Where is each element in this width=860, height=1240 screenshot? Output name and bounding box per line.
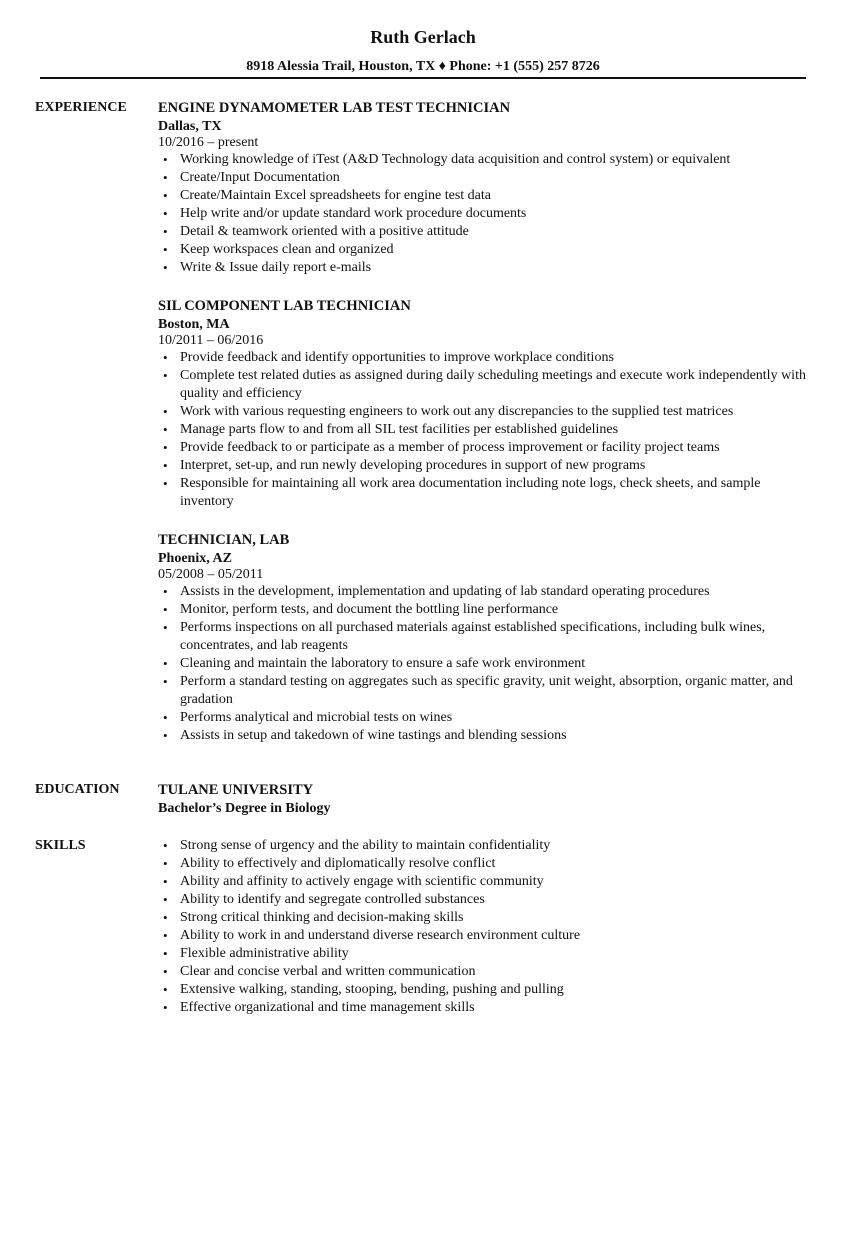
job-title: ENGINE DYNAMOMETER LAB TEST TECHNICIAN <box>158 100 511 116</box>
education-heading: EDUCATION <box>35 782 120 797</box>
list-item: • Detail & teamwork oriented with a positive attitude <box>158 223 813 241</box>
job-duties-list <box>158 349 813 511</box>
resume-header <box>40 26 806 76</box>
list-item: • Create/Maintain Excel spreadsheets for engine test data <box>158 187 813 205</box>
list-item: • Clear and concise verbal and written communication <box>158 963 813 981</box>
header-divider <box>40 77 806 79</box>
contact-line: 8918 Alessia Trail, Houston, TX ♦ Phone: +1 (555) 257 8726 <box>246 59 600 74</box>
list-item: • Create/Input Documentation <box>158 169 813 187</box>
candidate-name: Ruth Gerlach <box>370 27 476 47</box>
list-item: • Write & Issue daily report e-mails <box>158 259 813 277</box>
list-item: • Work with various requesting engineers to work out any discrepancies to the supplied test matrices <box>158 403 813 421</box>
list-item: • Assists in setup and takedown of wine tastings and blending sessions <box>158 727 813 745</box>
list-item: • Ability to effectively and diplomatically resolve conflict <box>158 855 813 873</box>
skills-list <box>158 837 813 1017</box>
list-item: • Ability and affinity to actively engage with scientific community <box>158 873 813 891</box>
job-title: TECHNICIAN, LAB <box>158 532 290 548</box>
list-item: • Performs inspections on all purchased materials against established specifications, including bulk wines, concentrates, and lab reagents <box>158 619 813 655</box>
job-location: Dallas, TX <box>158 119 222 134</box>
list-item: • Flexible administrative ability <box>158 945 813 963</box>
list-item: • Keep workspaces clean and organized <box>158 241 813 259</box>
list-item: • Strong sense of urgency and the ability to maintain confidentiality <box>158 837 813 855</box>
job-entry <box>158 297 813 511</box>
list-item: • Assists in the development, implementation and updating of lab standard operating procedures <box>158 583 813 601</box>
job-dates: 10/2016 – present <box>158 135 259 150</box>
job-location: Boston, MA <box>158 317 230 332</box>
list-item: • Extensive walking, standing, stooping, bending, pushing and pulling <box>158 981 813 999</box>
job-duties-list <box>158 151 813 277</box>
list-item: • Ability to identify and segregate controlled substances <box>158 891 813 909</box>
list-item: • Responsible for maintaining all work area documentation including note logs, check sheets, and sample inventory <box>158 475 813 511</box>
school-name: TULANE UNIVERSITY <box>158 782 314 798</box>
degree-name: Bachelor’s Degree in Biology <box>158 801 331 816</box>
list-item: • Performs analytical and microbial tests on wines <box>158 709 813 727</box>
list-item: • Working knowledge of iTest (A&D Technology data acquisition and control system) or equivalent <box>158 151 813 169</box>
list-item: • Manage parts flow to and from all SIL test facilities per established guidelines <box>158 421 813 439</box>
job-title: SIL COMPONENT LAB TECHNICIAN <box>158 298 411 314</box>
list-item: • Strong critical thinking and decision-making skills <box>158 909 813 927</box>
list-item: • Interpret, set-up, and run newly developing procedures in support of new programs <box>158 457 813 475</box>
list-item: • Provide feedback and identify opportunities to improve workplace conditions <box>158 349 813 367</box>
list-item: • Provide feedback to or participate as a member of process improvement or facility project teams <box>158 439 813 457</box>
job-entry <box>158 99 813 277</box>
skills-heading: SKILLS <box>35 838 86 853</box>
job-location: Phoenix, AZ <box>158 551 232 566</box>
list-item: • Monitor, perform tests, and document the bottling line performance <box>158 601 813 619</box>
education-section <box>35 781 825 818</box>
job-entry <box>158 531 813 745</box>
list-item: • Ability to work in and understand diverse research environment culture <box>158 927 813 945</box>
list-item: • Complete test related duties as assigned during daily scheduling meetings and execute work independently with quality and efficiency <box>158 367 813 403</box>
skills-section <box>35 837 825 1017</box>
list-item: • Perform a standard testing on aggregates such as specific gravity, unit weight, absorption, organic matter, and gradation <box>158 673 813 709</box>
experience-section <box>35 99 825 745</box>
job-dates: 05/2008 – 05/2011 <box>158 567 264 582</box>
job-duties-list <box>158 583 813 745</box>
job-dates: 10/2011 – 06/2016 <box>158 333 264 348</box>
list-item: • Help write and/or update standard work procedure documents <box>158 205 813 223</box>
list-item: • Effective organizational and time management skills <box>158 999 813 1017</box>
experience-heading: EXPERIENCE <box>35 100 127 115</box>
list-item: • Cleaning and maintain the laboratory to ensure a safe work environment <box>158 655 813 673</box>
